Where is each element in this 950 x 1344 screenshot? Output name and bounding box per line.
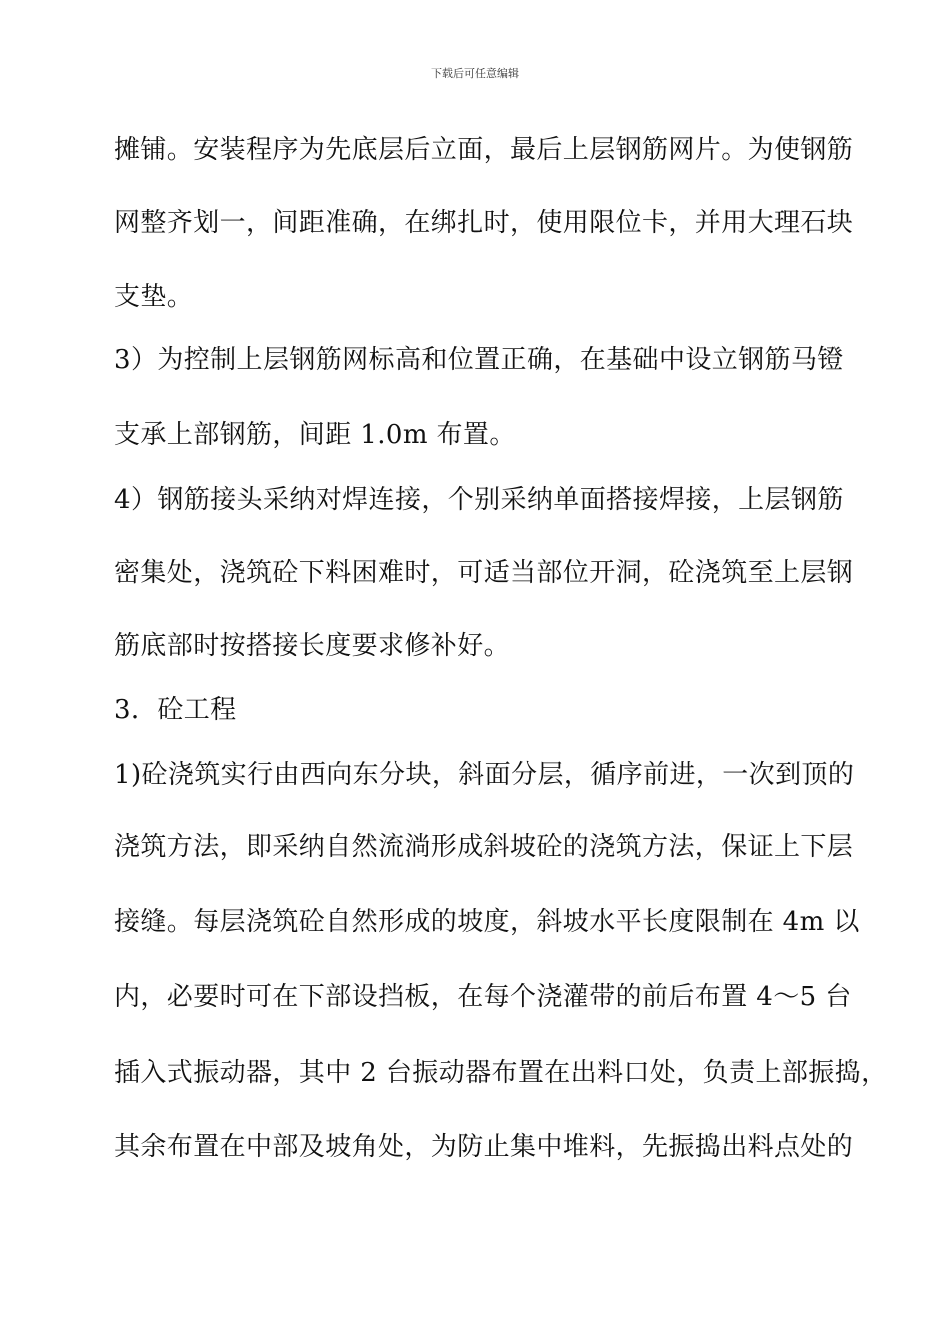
body-line: 内，必要时可在下部设挡板，在每个浇灌带的前后布置 4～5 台 (114, 982, 852, 1012)
section-heading: 3．砼工程 (114, 695, 237, 725)
body-line: 密集处，浇筑砼下料困难时，可适当部位开洞，砼浇筑至上层钢 (114, 558, 854, 588)
body-line: 摊铺。安装程序为先底层后立面，最后上层钢筋网片。为使钢筋 (114, 135, 854, 165)
body-line: 支垫。 (114, 282, 194, 312)
body-line: 4）钢筋接头采纳对焊连接，个别采纳单面搭接焊接，上层钢筋 (114, 485, 844, 515)
body-line: 支承上部钢筋，间距 1.0m 布置。 (114, 420, 516, 450)
body-line: 筋底部时按搭接长度要求修补好。 (114, 631, 511, 661)
body-line: 3）为控制上层钢筋网标高和位置正确，在基础中设立钢筋马镫 (114, 345, 844, 375)
body-line: 插入式振动器，其中 2 台振动器布置在出料口处，负责上部振捣， (114, 1058, 888, 1088)
body-line: 其余布置在中部及坡角处，为防止集中堆料，先振捣出料点处的 (114, 1132, 854, 1162)
body-line: 网整齐划一，间距准确，在绑扎时，使用限位卡，并用大理石块 (114, 208, 854, 238)
body-line: 接缝。每层浇筑砼自然形成的坡度，斜坡水平长度限制在 4m 以 (114, 907, 860, 937)
body-line: 1)砼浇筑实行由西向东分块，斜面分层，循序前进，一次到顶的 (114, 760, 855, 790)
body-line: 浇筑方法，即采纳自然流淌形成斜坡砼的浇筑方法，保证上下层 (114, 832, 854, 862)
page-header: 下载后可任意编辑 (431, 67, 519, 80)
